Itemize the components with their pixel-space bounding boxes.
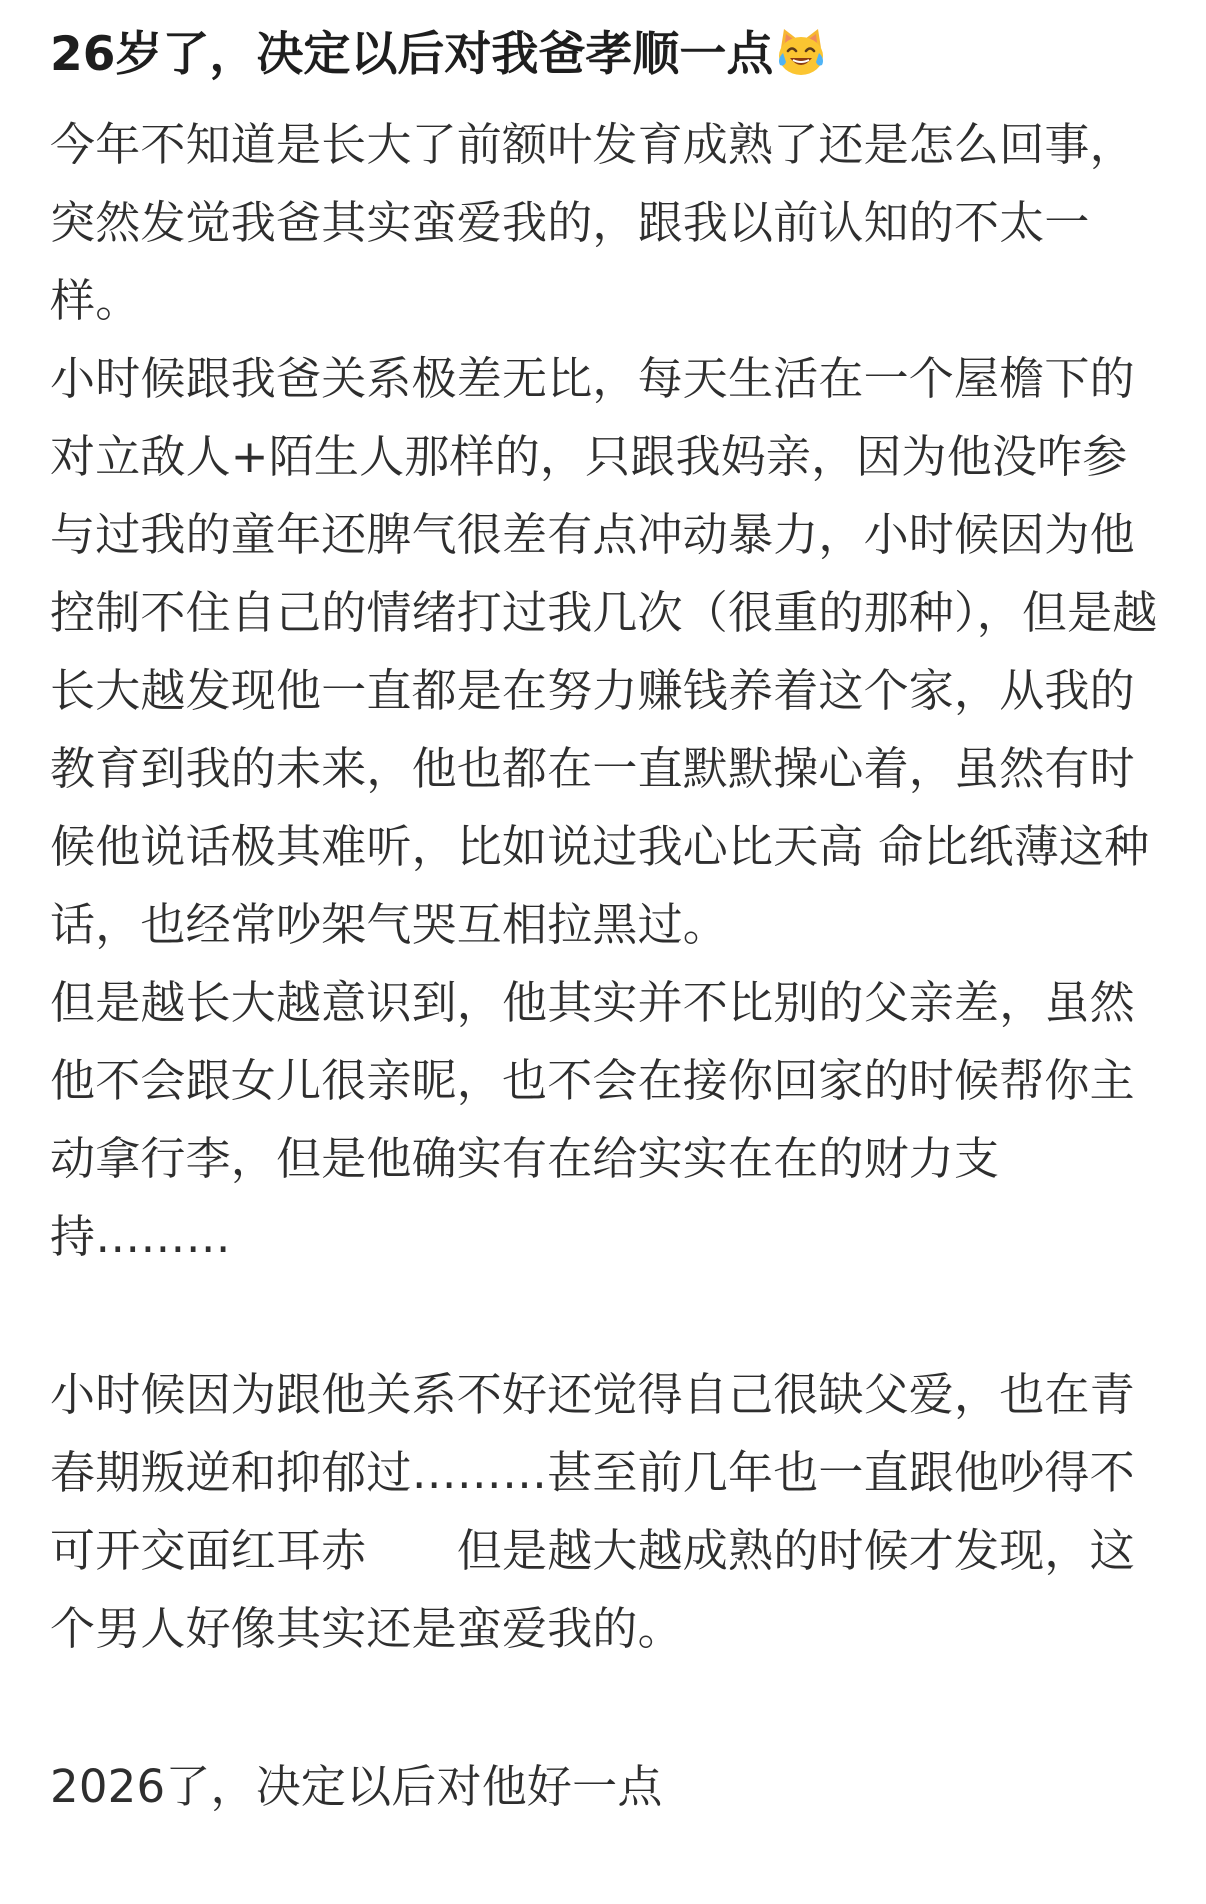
post-body	[50, 106, 1160, 1826]
post-title-text: 26岁了，决定以后对我爸孝顺一点	[50, 27, 774, 82]
post-title	[50, 22, 1158, 88]
paragraph-spacer	[50, 1276, 1160, 1356]
paragraph-spacer	[50, 1668, 1160, 1748]
post-paragraph-3: 但是越长大越意识到，他其实并不比别的父亲差，虽然他不会跟女儿很亲昵，也不会在接你回家的时候帮你主动拿行李，但是他确实有在给实实在在的财力支持………	[50, 976, 1135, 1263]
cat-tears-of-joy-icon	[775, 26, 827, 78]
post-paragraph-4: 小时候因为跟他关系不好还觉得自己很缺父爱，也在青春期叛逆和抑郁过………甚至前几年也一直跟他吵得不可开交面红耳赤 但是越大越成熟的时候才发现，这个男人好像其实还是蛮爱我的。	[50, 1368, 1135, 1655]
post-paragraph-2: 小时候跟我爸关系极差无比，每天生活在一个屋檐下的对立敌人+陌生人那样的，只跟我妈亲，因为他没咋参与过我的童年还脾气很差有点冲动暴力，小时候因为他控制不住自己的情绪打过我几次（很重的那种），但是越长大越发现他一直都是在努力赚钱养着这个家，从我的教育到我的未来，他也都在一直默默操心着，虽然有时候他说话极其难听，比如说过我心比天高 命比纸薄这种话，也经常吵架气哭互相拉黑过。	[50, 352, 1158, 951]
post-paragraph-5: 2026了，决定以后对他好一点	[50, 1760, 663, 1813]
post-paragraph-1: 今年不知道是长大了前额叶发育成熟了还是怎么回事，突然发觉我爸其实蛮爱我的，跟我以前认知的不太一样。	[50, 118, 1135, 327]
